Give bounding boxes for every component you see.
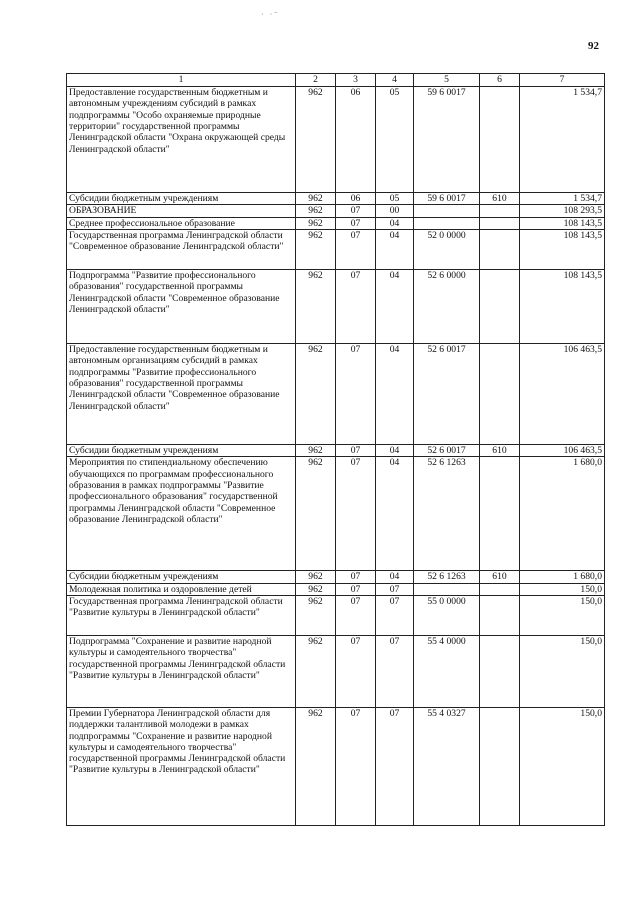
cell-admin: 962: [296, 635, 336, 707]
cell-section: 07: [336, 635, 376, 707]
cell-subsection: 04: [376, 229, 414, 269]
column-header: 3: [336, 74, 376, 87]
table-row: [67, 457, 605, 571]
cell-type: [480, 595, 520, 635]
row-name: Подпрограмма "Сохранение и развитие народной культуры и самодеятельного творчества" государственной программы Ленинградской области "Развитие культуры в Ленинградской области": [67, 635, 296, 707]
table-row: [67, 635, 605, 707]
row-name: Предоставление государственным бюджетным и автономным организациям субсидий в рамках подпрограммы "Развитие профессионального образования" государственной программы Ленинградской области "Современное образование Ленинградской области": [67, 343, 296, 444]
row-name: Мероприятия по стипендиальному обеспечению обучающихся по программам профессионального образования в рамках подпрограммы "Развитие профессионального образования" государственной программы Ленинградской области "Современное образование Ленинградской области": [67, 457, 296, 571]
cell-amount: 106 463,5: [520, 444, 605, 456]
cell-amount: 1 534,7: [520, 87, 605, 193]
cell-subsection: 07: [376, 595, 414, 635]
column-header: 2: [296, 74, 336, 87]
table-row: [67, 343, 605, 444]
cell-type: [480, 269, 520, 343]
cell-subsection: 04: [376, 269, 414, 343]
cell-amount: 108 143,5: [520, 269, 605, 343]
cell-admin: 962: [296, 595, 336, 635]
table-row: [67, 269, 605, 343]
table-row: [67, 87, 605, 193]
cell-amount: 150,0: [520, 595, 605, 635]
cell-target: 55 4 0327: [414, 707, 480, 825]
cell-type: [480, 343, 520, 444]
cell-amount: 106 463,5: [520, 343, 605, 444]
row-name: Субсидии бюджетным учреждениям: [67, 444, 296, 456]
table-row: [67, 707, 605, 825]
row-name: Государственная программа Ленинградской области "Современное образование Ленинградской области": [67, 229, 296, 269]
column-numbers-row: [67, 74, 605, 87]
cell-subsection: 07: [376, 583, 414, 595]
cell-section: 07: [336, 205, 376, 217]
cell-target: 52 6 0000: [414, 269, 480, 343]
row-name: Среднее профессиональное образование: [67, 217, 296, 229]
cell-type: 610: [480, 571, 520, 583]
cell-type: [480, 635, 520, 707]
row-name: Субсидии бюджетным учреждениям: [67, 193, 296, 205]
cell-subsection: 00: [376, 205, 414, 217]
cell-target: 52 6 0017: [414, 444, 480, 456]
table-row: [67, 217, 605, 229]
column-header: 4: [376, 74, 414, 87]
cell-type: 610: [480, 193, 520, 205]
page-number: 92: [588, 40, 599, 52]
cell-amount: 108 143,5: [520, 229, 605, 269]
cell-target: 59 6 0017: [414, 193, 480, 205]
cell-admin: 962: [296, 343, 336, 444]
cell-section: 07: [336, 707, 376, 825]
cell-subsection: 07: [376, 707, 414, 825]
row-name: ОБРАЗОВАНИЕ: [67, 205, 296, 217]
cell-amount: 150,0: [520, 635, 605, 707]
table-row: [67, 229, 605, 269]
cell-admin: 962: [296, 457, 336, 571]
table-row: [67, 595, 605, 635]
row-name: Государственная программа Ленинградской области "Развитие культуры в Ленинградской области": [67, 595, 296, 635]
cell-section: 07: [336, 269, 376, 343]
cell-target: 59 6 0017: [414, 87, 480, 193]
column-header: 6: [480, 74, 520, 87]
row-name: Подпрограмма "Развитие профессионального образования" государственной программы Ленинградской области "Современное образование Ленинградской области": [67, 269, 296, 343]
column-header: 5: [414, 74, 480, 87]
cell-amount: 150,0: [520, 707, 605, 825]
cell-subsection: 04: [376, 217, 414, 229]
cell-section: 07: [336, 571, 376, 583]
cell-section: 07: [336, 444, 376, 456]
cell-subsection: 05: [376, 193, 414, 205]
cell-section: 07: [336, 457, 376, 571]
cell-subsection: 04: [376, 343, 414, 444]
cell-subsection: 05: [376, 87, 414, 193]
cell-target: 52 6 1263: [414, 457, 480, 571]
table-row: [67, 583, 605, 595]
cell-admin: 962: [296, 193, 336, 205]
cell-subsection: 04: [376, 571, 414, 583]
cell-amount: 108 293,5: [520, 205, 605, 217]
cell-section: 07: [336, 583, 376, 595]
cell-section: 07: [336, 595, 376, 635]
cell-section: 06: [336, 87, 376, 193]
table-row: [67, 571, 605, 583]
cell-admin: 962: [296, 87, 336, 193]
cell-type: 610: [480, 444, 520, 456]
cell-type: [480, 87, 520, 193]
cell-target: 55 4 0000: [414, 635, 480, 707]
cell-target: 52 6 0017: [414, 343, 480, 444]
cell-type: [480, 457, 520, 571]
cell-amount: 108 143,5: [520, 217, 605, 229]
cell-target: [414, 217, 480, 229]
row-name: Субсидии бюджетным учреждениям: [67, 571, 296, 583]
cell-amount: 1 680,0: [520, 571, 605, 583]
cell-admin: 962: [296, 269, 336, 343]
cell-admin: 962: [296, 205, 336, 217]
cell-target: 52 6 1263: [414, 571, 480, 583]
cell-amount: 150,0: [520, 583, 605, 595]
cell-type: [480, 205, 520, 217]
table-row: [67, 444, 605, 456]
table-row: [67, 193, 605, 205]
cell-subsection: 07: [376, 635, 414, 707]
cell-section: 07: [336, 343, 376, 444]
budget-table: [66, 73, 605, 826]
cell-target: [414, 583, 480, 595]
cell-type: [480, 229, 520, 269]
cell-amount: 1 680,0: [520, 457, 605, 571]
cell-type: [480, 583, 520, 595]
cell-admin: 962: [296, 707, 336, 825]
cell-section: 06: [336, 193, 376, 205]
column-header: 7: [520, 74, 605, 87]
cell-admin: 962: [296, 444, 336, 456]
cell-type: [480, 707, 520, 825]
cell-admin: 962: [296, 229, 336, 269]
cell-target: [414, 205, 480, 217]
cell-subsection: 04: [376, 457, 414, 571]
cell-target: 55 0 0000: [414, 595, 480, 635]
cell-type: [480, 217, 520, 229]
cell-section: 07: [336, 217, 376, 229]
scan-artifact: · ·ˉ: [261, 10, 279, 19]
table-row: [67, 205, 605, 217]
row-name: Предоставление государственным бюджетным и автономным учреждениям субсидий в рамках подпрограммы "Особо охраняемые природные территории" государственной программы Ленинградской области "Охрана окружающей среды Ленинградской области": [67, 87, 296, 193]
cell-section: 07: [336, 229, 376, 269]
cell-admin: 962: [296, 571, 336, 583]
cell-subsection: 04: [376, 444, 414, 456]
cell-admin: 962: [296, 583, 336, 595]
column-header: 1: [67, 74, 296, 87]
cell-amount: 1 534,7: [520, 193, 605, 205]
cell-target: 52 0 0000: [414, 229, 480, 269]
cell-admin: 962: [296, 217, 336, 229]
row-name: Молодежная политика и оздоровление детей: [67, 583, 296, 595]
row-name: Премии Губернатора Ленинградской области для поддержки талантливой молодежи в рамках подпрограммы "Сохранение и развитие народной культуры и самодеятельного творчества" государственной программы Ленинградской области "Развитие культуры в Ленинградской области": [67, 707, 296, 825]
